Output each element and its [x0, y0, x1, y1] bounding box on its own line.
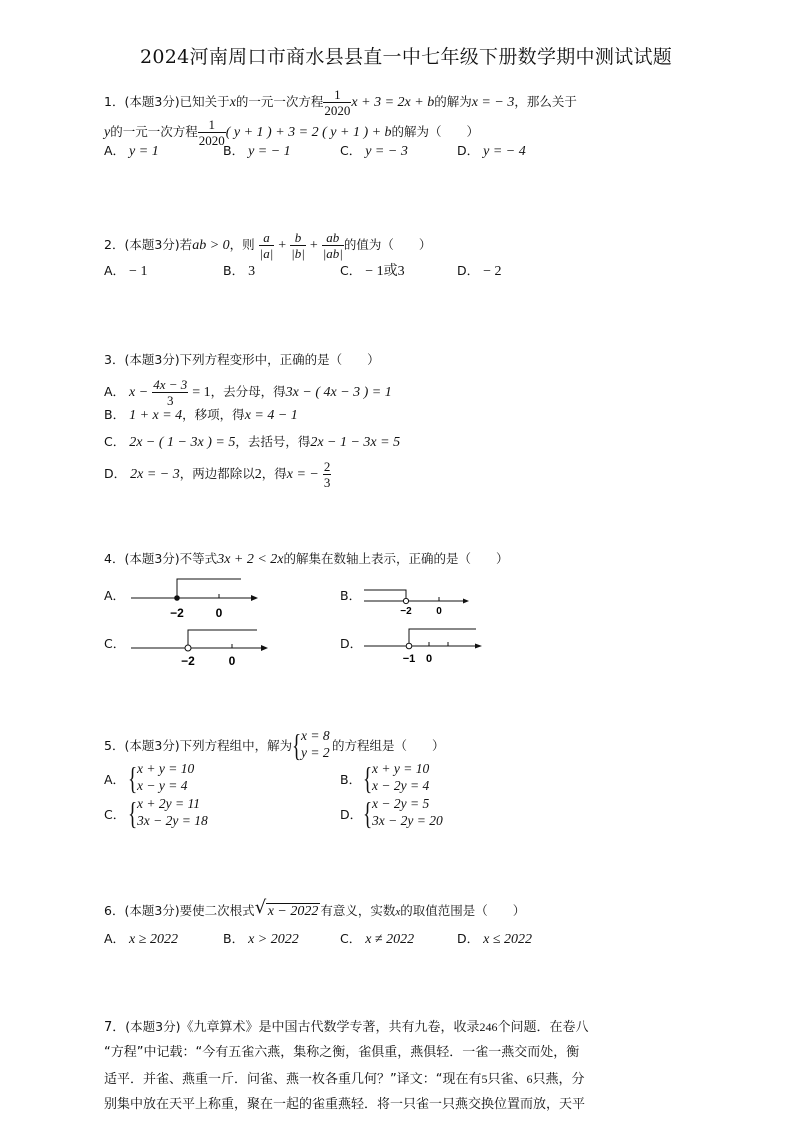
option-d[interactable]	[457, 142, 526, 161]
stem-text: 不等式	[179, 551, 218, 566]
option-a[interactable]	[104, 142, 159, 161]
page-title: 2024河南周口市商水县县直一中七年级下册数学期中测试试题	[140, 46, 673, 68]
fraction-denominator: 2020	[324, 103, 351, 118]
option-b[interactable]	[223, 930, 299, 949]
stem-text: 的值为（ ）	[343, 237, 432, 252]
question-7-line-2: “方程”中记载：“今有五雀六燕，集称之衡，雀俱重，燕俱轻．一雀一燕交而处，衡	[104, 1045, 580, 1060]
fraction	[322, 231, 344, 260]
option-value: x ≤ 2022	[483, 932, 533, 947]
option-d-label[interactable]: D．	[340, 807, 363, 822]
option-d-system[interactable]	[363, 797, 483, 831]
question-number: 1．	[104, 94, 125, 109]
solution-system	[292, 729, 332, 763]
question-number: 2．	[104, 237, 125, 252]
stem-text: 的取值范围是（ ）	[400, 903, 526, 918]
option-value: x > 2022	[248, 932, 299, 947]
solution-ray	[188, 630, 257, 648]
option-label: D．	[457, 931, 480, 946]
axis-arrow	[463, 599, 469, 604]
stem-text: ，那么关于	[514, 94, 577, 109]
option-c[interactable]	[340, 262, 405, 281]
math-expression: = 1	[192, 385, 211, 400]
math-expression: x + 3 = 2x + b	[351, 95, 435, 110]
fraction	[259, 231, 275, 260]
solution-ray	[409, 629, 476, 646]
stem-text: 已知关于	[179, 94, 230, 109]
option-value: 3	[248, 264, 256, 279]
score-tag: (本题3分)	[124, 738, 180, 753]
option-text: ，去括号，得	[235, 434, 311, 449]
fraction	[323, 460, 332, 489]
stem-text: 的一元一次方程	[235, 94, 324, 109]
option-value: x ≥ 2022	[129, 932, 178, 947]
option-label: D．	[457, 143, 480, 158]
math-expression: x = 4 − 1	[244, 408, 298, 423]
stem-text: ，则	[229, 237, 255, 252]
left-brace: {	[363, 795, 373, 831]
stem-text: 有意义，实数	[320, 903, 396, 918]
axis-arrow	[475, 644, 482, 649]
option-text: ，去分母，得	[210, 384, 286, 399]
option-label: B．	[223, 931, 245, 946]
math-expression: 2x = − 3	[130, 467, 180, 482]
tick-label: 0	[436, 606, 442, 617]
axis-arrow	[261, 645, 268, 651]
option-text: ，移项，得	[182, 407, 245, 422]
number-line-c[interactable]	[125, 624, 275, 670]
option-label: A．	[104, 263, 126, 278]
question-2-line-1	[104, 231, 431, 260]
fraction-numerator: 1	[323, 88, 351, 103]
equation: x = 8	[301, 728, 330, 743]
question-5-stem-end: 的方程组是（ ）	[332, 738, 445, 753]
option-label: B．	[223, 263, 245, 278]
fraction-denominator: |b|	[291, 246, 305, 261]
question-number: 3．	[104, 352, 125, 367]
stem-text: 只雀、	[487, 1072, 527, 1087]
fraction-denominator: 2020	[198, 133, 225, 148]
option-label: B．	[223, 143, 245, 158]
score-tag: (本题3分)	[125, 1019, 181, 1034]
question-6-stem	[104, 897, 526, 921]
fraction-numerator: 1	[198, 118, 226, 133]
question-number: 7．	[104, 1020, 126, 1035]
option-a-system[interactable]	[128, 762, 248, 796]
number-line-a[interactable]	[125, 574, 265, 624]
fraction-denominator: |ab|	[322, 246, 343, 261]
axis-arrow	[251, 595, 258, 601]
math-expression: 3x − ( 4x − 3 ) = 1	[285, 385, 392, 400]
math-expression: x −	[129, 385, 149, 400]
fraction	[290, 231, 306, 260]
left-brace: {	[128, 760, 138, 796]
stem-text: 要使二次根式	[179, 903, 255, 918]
option-a[interactable]	[104, 262, 147, 281]
fraction	[198, 118, 226, 147]
solution-ray	[364, 590, 406, 601]
option-a-label[interactable]: A．	[104, 588, 126, 603]
tick-label: 0	[425, 653, 433, 665]
number-line-d[interactable]	[362, 624, 487, 668]
tick-label: 0	[215, 606, 223, 620]
question-number: 5．	[104, 738, 125, 753]
left-brace: {	[363, 760, 373, 796]
option-value: − 1	[129, 264, 148, 279]
solution-ray	[177, 579, 241, 598]
question-4-stem	[104, 550, 509, 569]
math-expression: x = −	[286, 467, 319, 482]
stem-text: 只燕，分	[532, 1072, 585, 1087]
question-7-line-4: 别集中放在天平上称重，聚在一起的雀重燕轻．将一只雀一只燕交换位置而放，天平	[104, 1097, 586, 1112]
math-var: y	[104, 125, 111, 140]
stem-text: 的一元一次方程	[110, 124, 198, 139]
option-b-system[interactable]	[363, 762, 483, 796]
stem-text: 下列方程变形中，正确的是（ ）	[179, 352, 380, 367]
fraction-numerator: ab	[322, 231, 344, 246]
square-root	[254, 897, 321, 921]
question-5-stem	[104, 737, 292, 755]
option-a[interactable]	[104, 930, 178, 949]
tick-label: −2	[181, 654, 195, 668]
question-7-line-3	[104, 1070, 585, 1089]
stem-text: 若	[179, 237, 193, 252]
stem-text: 下列方程组中，解为	[179, 738, 293, 753]
option-b-label[interactable]: B．	[340, 588, 362, 603]
equation: x + y = 10	[137, 761, 195, 776]
question-number: 4．	[104, 551, 125, 566]
option-d[interactable]	[457, 262, 502, 281]
hollow-point	[403, 598, 408, 603]
radical-sign: √	[254, 897, 267, 918]
tick-label: −1	[402, 653, 416, 665]
fraction	[152, 378, 188, 407]
radicand: x − 2022	[267, 904, 319, 919]
score-tag: (本题3分)	[124, 903, 180, 918]
math-number: 2	[254, 467, 262, 482]
option-a[interactable]	[104, 378, 392, 407]
math-expression: ab > 0	[192, 238, 230, 253]
score-tag: (本题3分)	[124, 94, 180, 109]
option-label: C．	[104, 434, 126, 449]
fraction-denominator: 3	[166, 393, 174, 408]
option-value: y = 1	[129, 144, 159, 159]
option-a-label[interactable]: A．	[104, 772, 126, 787]
option-d[interactable]	[457, 930, 532, 949]
math-expression: x = − 3	[471, 95, 515, 110]
question-1-line-1	[104, 88, 577, 117]
math-expression: 2x − ( 1 − 3x ) = 5	[129, 435, 236, 450]
option-c-label[interactable]: C．	[104, 636, 126, 651]
math-var: x	[229, 95, 236, 110]
option-c-label[interactable]: C．	[104, 807, 126, 822]
equation: x − 2y = 4	[372, 778, 430, 793]
option-d[interactable]	[104, 460, 331, 489]
option-c[interactable]	[340, 930, 414, 949]
option-text: ，两边都除以	[179, 466, 255, 481]
plus-sign: +	[309, 238, 318, 253]
option-c[interactable]	[104, 433, 400, 452]
number-line-b[interactable]	[362, 580, 477, 618]
math-expression: 3x + 2 < 2x	[217, 552, 284, 567]
fraction-denominator: 3	[323, 475, 331, 490]
math-number: 6	[526, 1072, 533, 1086]
equation: x + 2y = 11	[137, 796, 200, 811]
option-label: C．	[340, 263, 362, 278]
stem-text: 的解为（ ）	[391, 124, 480, 139]
option-b[interactable]	[223, 262, 255, 281]
plus-sign: +	[278, 238, 287, 253]
hollow-point	[185, 645, 191, 651]
fraction-numerator: 4x − 3	[153, 377, 188, 392]
score-tag: (本题3分)	[124, 237, 180, 252]
score-tag: (本题3分)	[124, 551, 180, 566]
fraction-numerator: a	[259, 231, 275, 246]
option-b[interactable]	[223, 142, 291, 161]
option-label: D．	[104, 466, 127, 481]
option-value: y = − 1	[248, 144, 291, 159]
option-label: D．	[457, 263, 480, 278]
equation: x + y = 10	[372, 761, 430, 776]
math-expression: 1 + x = 4	[129, 408, 183, 423]
stem-text: 个问题．在卷八	[497, 1020, 589, 1035]
question-1-line-2	[104, 118, 479, 147]
tick-label: −2	[400, 606, 412, 617]
score-tag: (本题3分)	[124, 352, 180, 367]
option-label: A．	[104, 931, 126, 946]
option-label: C．	[340, 931, 362, 946]
option-label: A．	[104, 384, 126, 399]
stem-text: 《九章算术》是中国古代数学专著，共有九卷，收录	[180, 1020, 480, 1035]
equation: 3x − 2y = 20	[372, 813, 443, 828]
stem-text: 的解集在数轴上表示，正确的是（ ）	[283, 551, 509, 566]
fraction-denominator: |a|	[259, 246, 274, 261]
math-number: 5	[481, 1072, 488, 1086]
equation: 3x − 2y = 18	[137, 813, 208, 828]
equation: y = 2	[301, 745, 330, 760]
option-c-system[interactable]	[128, 797, 248, 831]
math-number: 246	[479, 1020, 498, 1034]
math-var: x	[395, 906, 401, 918]
option-text: ，得	[261, 466, 287, 481]
question-7-line-1	[104, 1018, 589, 1037]
question-3-stem	[104, 351, 380, 369]
option-b[interactable]	[104, 406, 298, 425]
option-label: C．	[340, 143, 362, 158]
hollow-point	[406, 643, 412, 649]
option-label: A．	[104, 143, 126, 158]
stem-text: 的解为	[434, 94, 472, 109]
fraction	[323, 88, 351, 117]
option-value: y = − 3	[365, 144, 408, 159]
option-label: B．	[104, 407, 126, 422]
left-brace: {	[292, 727, 302, 763]
option-c[interactable]	[340, 142, 408, 161]
tick-label: 0	[228, 654, 236, 668]
option-value: x ≠ 2022	[365, 932, 415, 947]
equation: x − 2y = 5	[372, 796, 430, 811]
fraction-numerator: b	[290, 231, 306, 246]
fraction-numerator: 2	[323, 459, 331, 474]
math-expression: 2x − 1 − 3x = 5	[310, 435, 401, 450]
option-value: − 1或3	[365, 264, 405, 279]
solid-point	[174, 595, 180, 601]
question-number: 6．	[104, 903, 125, 918]
math-expression: ( y + 1 ) + 3 = 2 ( y + 1 ) + b	[225, 125, 392, 140]
option-d-label[interactable]: D．	[340, 636, 363, 651]
tick-label: −2	[170, 606, 184, 620]
left-brace: {	[128, 795, 138, 831]
stem-text: 适平．并雀、燕重一斤．问雀、燕一枚各重几何？”译文：“现在有	[104, 1072, 482, 1087]
option-b-label[interactable]: B．	[340, 772, 362, 787]
equation: x − y = 4	[137, 778, 188, 793]
option-value: y = − 4	[483, 144, 526, 159]
option-value: − 2	[483, 264, 502, 279]
